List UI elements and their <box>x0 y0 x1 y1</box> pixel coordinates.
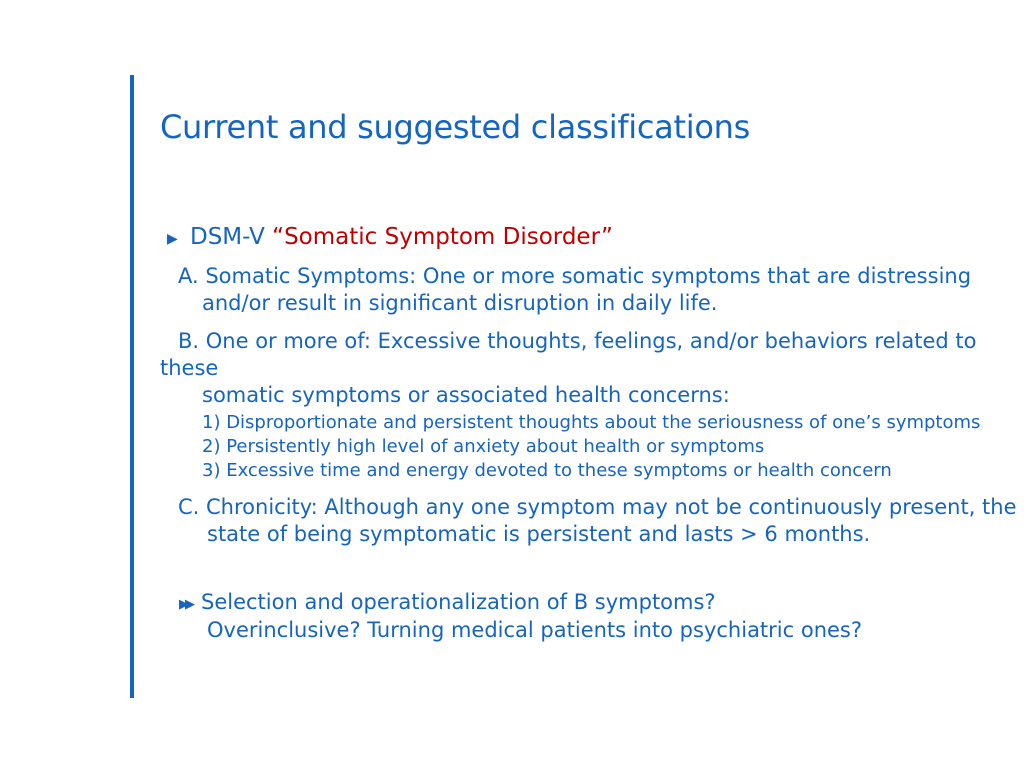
slide-content <box>160 222 1022 644</box>
question-bullet <box>160 588 1022 644</box>
criterion-b-items <box>160 411 1022 483</box>
double-triangle-right-icon: ▶▶ <box>179 597 191 612</box>
criterion-c <box>160 494 1022 548</box>
criterion-b <box>160 328 1022 409</box>
bullet-highlight: “Somatic Symptom Disorder” <box>272 224 613 250</box>
triangle-right-icon: ▶ <box>167 231 178 247</box>
criterion-a-line2: and/or result in significant disruption in daily life. <box>202 291 718 315</box>
dsm-bullet <box>160 222 1022 252</box>
criterion-b-line2: these <box>160 356 219 380</box>
list-item: 2) Persistently high level of anxiety about health or symptoms <box>202 436 765 457</box>
bullet-prefix: DSM-V <box>190 224 265 250</box>
question-line2: Overinclusive? Turning medical patients into psychiatric ones? <box>207 618 863 642</box>
slide-title: Current and suggested classifications <box>160 108 750 146</box>
criterion-a <box>160 263 1022 317</box>
criterion-c-line2: state of being symptomatic is persistent and lasts > 6 months. <box>207 522 871 546</box>
accent-bar <box>130 75 134 698</box>
list-item: 1) Disproportionate and persistent thoughts about the seriousness of one’s symptoms <box>202 412 981 433</box>
question-line1: Selection and operationalization of B symptoms? <box>201 590 716 614</box>
criterion-b-line1: B. One or more of: Excessive thoughts, feelings, and/or behaviors related to <box>178 329 977 353</box>
criterion-b-line3: somatic symptoms or associated health concerns: <box>202 383 730 407</box>
criterion-c-line1: C. Chronicity: Although any one symptom may not be continuously present, the <box>178 495 1017 519</box>
criterion-a-line1: A. Somatic Symptoms: One or more somatic symptoms that are distressing <box>178 264 972 288</box>
list-item: 3) Excessive time and energy devoted to these symptoms or health concern <box>202 460 892 481</box>
